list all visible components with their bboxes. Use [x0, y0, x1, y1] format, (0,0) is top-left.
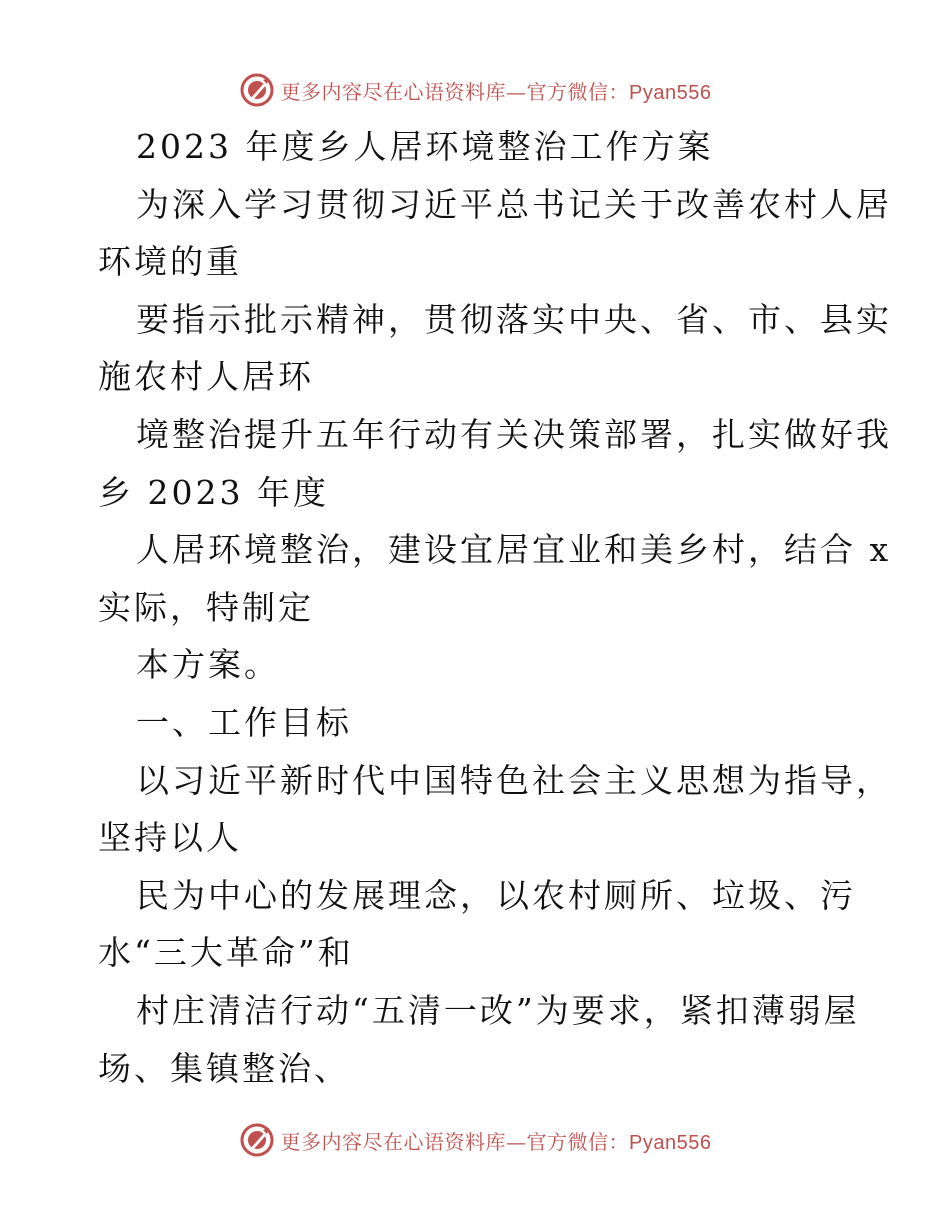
document-line: 境整治提升五年行动有关决策部署，扎实做好我 [136, 414, 892, 454]
document-line: 为深入学习贯彻习近平总书记关于改善农村人居 [136, 184, 892, 224]
document-line: 坚持以人 [98, 818, 242, 858]
document-line: 乡 2023 年度 [98, 472, 329, 512]
document-line: 水“三大革命”和 [98, 933, 354, 973]
watermark-text [281, 1126, 712, 1155]
watermark-banner-top [0, 70, 950, 110]
watermark-text [281, 76, 712, 105]
document-line: 施农村人居环 [98, 357, 314, 397]
document-line: 环境的重 [98, 242, 242, 282]
watermark-label: 更多内容尽在心语资料库—官方微信： [280, 1129, 630, 1154]
document-line: 2023 年度乡人居环境整治工作方案 [136, 127, 714, 166]
watermark-label: 更多内容尽在心语资料库—官方微信： [280, 79, 630, 104]
document-line: 民为中心的发展理念，以农村厕所、垃圾、污 [136, 875, 856, 915]
document-line: 本方案。 [136, 645, 280, 685]
watermark-handle: Pyan556 [629, 81, 712, 104]
document-body [98, 118, 892, 1097]
document-line: 要指示批示精神，贯彻落实中央、省、市、县实 [136, 299, 892, 339]
document-line: 以习近平新时代中国特色社会主义思想为指导， [136, 760, 892, 800]
logo-icon [239, 1122, 275, 1158]
watermark-handle: Pyan556 [629, 1131, 712, 1154]
logo-icon [239, 72, 275, 108]
watermark-banner-bottom [0, 1120, 950, 1160]
document-line: 村庄清洁行动“五清一改”为要求，紧扣薄弱屋 [136, 990, 860, 1030]
document-line: 人居环境整治，建设宜居宜业和美乡村，结合 x [136, 530, 892, 570]
document-line: 场、集镇整治、 [98, 1048, 350, 1088]
document-line: 实际，特制定 [98, 587, 314, 627]
document-line: 一、工作目标 [136, 702, 352, 742]
